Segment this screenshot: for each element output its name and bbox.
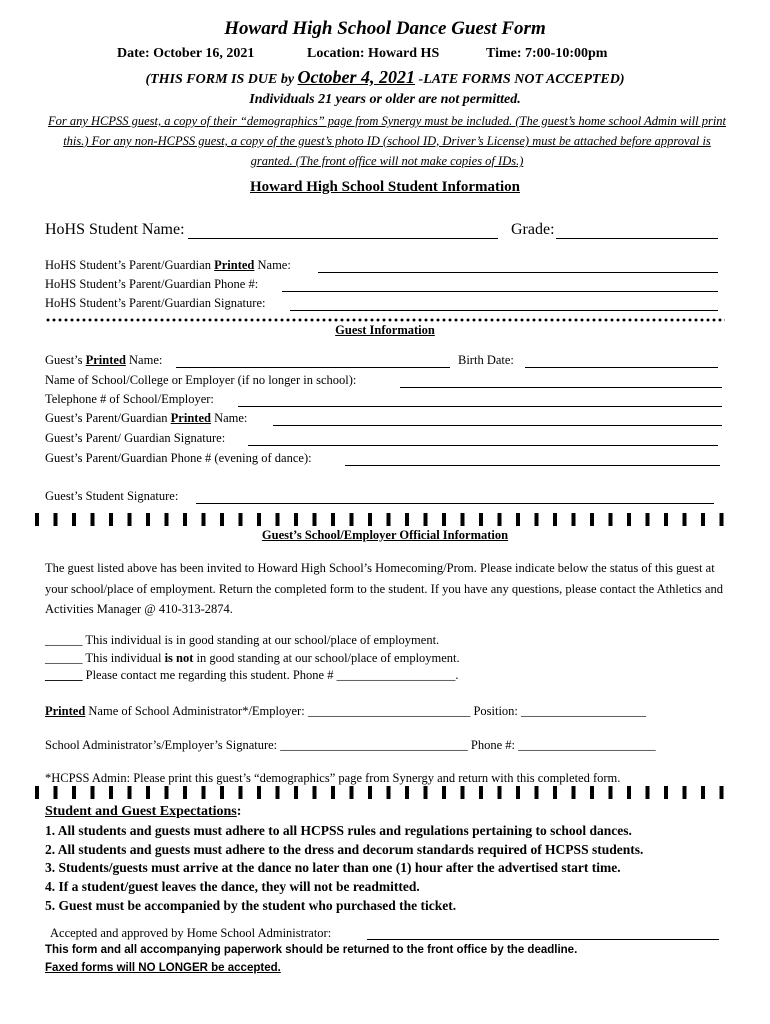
guest-name-printed: Printed — [85, 353, 126, 367]
due-prefix: (THIS FORM IS DUE by — [145, 72, 298, 87]
guest-parent-name-label — [45, 411, 247, 426]
expectations-title — [45, 804, 241, 820]
approval-label: Accepted and approved by Home School Administrator: — [50, 926, 332, 940]
guest-telephone-field[interactable] — [238, 406, 722, 407]
status-option-contact[interactable] — [45, 668, 458, 683]
student-name-field[interactable] — [188, 238, 498, 239]
guest-parent-signature-label: Guest’s Parent/ Guardian Signature: — [45, 431, 226, 445]
guest-name-field[interactable] — [176, 367, 450, 368]
parent-signature-label: HoHS Student’s Parent/Guardian Signature: — [45, 296, 266, 310]
student-name-label: HoHS Student Name: — [45, 221, 185, 238]
option2-text-a: ______ This individual — [45, 651, 165, 665]
guest-name-text-a: Guest’s — [45, 353, 86, 367]
guest-parent-name-text-a: Guest’s Parent/Guardian — [45, 411, 171, 425]
guest-name-label — [45, 353, 162, 368]
guest-section-heading: Guest Information — [335, 323, 435, 337]
official-section-heading: Guest’s School/Employer Official Information — [261, 528, 509, 542]
option2-text-b: in good standing at our school/place of employment. — [193, 651, 460, 665]
guest-parent-name-text-b: Name: — [210, 411, 248, 425]
parent-name-field[interactable] — [318, 272, 718, 273]
parent-signature-field[interactable] — [290, 310, 718, 311]
expectation-item: 4. If a student/guest leaves the dance, they will not be readmitted. — [45, 879, 420, 894]
form-title: Howard High School Dance Guest Form — [224, 18, 546, 39]
status-option-not-good[interactable] — [45, 651, 460, 666]
expectations-title-text: Student and Guest Expectations — [45, 804, 237, 819]
admin-name-row[interactable] — [45, 704, 646, 719]
guest-school-label: Name of School/College or Employer (if no longer in school): — [45, 373, 357, 387]
due-suffix: -LATE FORMS NOT ACCEPTED) — [415, 72, 625, 87]
expectation-item: 1. All students and guests must adhere to all HCPSS rules and regulations pertaining to school dances. — [45, 823, 632, 838]
guest-parent-name-field[interactable] — [273, 425, 722, 426]
age-rule: Individuals 21 years or older are not permitted. — [249, 92, 521, 107]
admin-printed: Printed — [45, 704, 86, 718]
parent-phone-label: HoHS Student’s Parent/Guardian Phone #: — [45, 277, 259, 291]
option2-not: is not — [164, 651, 194, 665]
guest-parent-name-printed: Printed — [170, 411, 211, 425]
parent-phone-field[interactable] — [282, 291, 718, 292]
dashed-divider-2 — [35, 786, 725, 799]
expectations-title-colon: : — [236, 804, 242, 819]
dotted-divider — [45, 318, 725, 322]
hcpss-admin-note: *HCPSS Admin: Please print this guest’s “demographics” page from Synergy and return with this completed form. — [45, 771, 621, 785]
parent-name-printed: Printed — [214, 258, 255, 272]
due-notice — [0, 67, 770, 88]
event-time: Time: 7:00-10:00pm — [486, 46, 608, 61]
approval-field[interactable] — [367, 939, 719, 940]
id-notice: For any HCPSS guest, a copy of their “demographics” page from Synergy must be included. (The guest’s home school Admin will print this.) For any non-HCPSS guest, a copy of the guest’s photo ID (school ID, Driver’s License) must be attached before approval is granted. (The front office will not make copies of IDs.) — [47, 114, 727, 168]
due-date: October 4, 2021 — [297, 67, 416, 87]
grade-field[interactable] — [556, 238, 718, 239]
fax-note: Faxed forms will NO LONGER be accepted. — [45, 962, 281, 974]
birth-date-field[interactable] — [525, 367, 718, 368]
expectation-item: 3. Students/guests must arrive at the dance no later than one (1) hour after the advertised start time. — [45, 860, 621, 875]
guest-school-field[interactable] — [400, 387, 722, 388]
grade-label: Grade: — [511, 221, 555, 238]
parent-name-label — [45, 258, 291, 273]
admin-signature-row[interactable]: School Administrator’s/Employer’s Signature: ______________________________ Phone #: ______________________ — [45, 738, 656, 752]
status-option-good[interactable]: ______ This individual is in good standing at our school/place of employment. — [45, 633, 440, 647]
expectation-item: 5. Guest must be accompanied by the student who purchased the ticket. — [45, 898, 457, 913]
event-date: Date: October 16, 2021 — [117, 46, 255, 61]
guest-parent-phone-field[interactable] — [345, 465, 720, 466]
option3-blank: ______ — [45, 668, 83, 682]
official-instructions: The guest listed above has been invited to Howard High School’s Homecoming/Prom. Please indicate below the status of this guest at your school/place of employment. Return the completed form to the student. If you have any questions, please contact the Athletics and Activities Manager @ 410-313-2874. — [45, 561, 723, 616]
guest-parent-signature-field[interactable] — [248, 445, 718, 446]
admin-name-text: Name of School Administrator*/Employer: __________________________ Position: ____________________ — [85, 704, 647, 718]
return-note: This form and all accompanying paperwork should be returned to the front office by the deadline. — [45, 944, 578, 956]
option3-text: Please contact me regarding this student. Phone # ___________________. — [82, 668, 459, 682]
dashed-divider — [35, 513, 725, 526]
birth-date-label: Birth Date: — [458, 353, 514, 367]
guest-name-text-b: Name: — [125, 353, 163, 367]
guest-student-signature-label: Guest’s Student Signature: — [45, 489, 179, 503]
guest-parent-phone-label: Guest’s Parent/Guardian Phone # (evening of dance): — [45, 451, 312, 465]
event-location: Location: Howard HS — [307, 46, 440, 61]
expectation-item: 2. All students and guests must adhere to the dress and decorum standards required of HCPSS students. — [45, 842, 644, 857]
parent-name-text-b: Name: — [254, 258, 291, 272]
parent-name-text-a: HoHS Student’s Parent/Guardian — [45, 258, 215, 272]
guest-student-signature-field[interactable] — [196, 503, 714, 504]
student-section-heading: Howard High School Student Information — [249, 179, 521, 195]
guest-telephone-label: Telephone # of School/Employer: — [45, 392, 214, 406]
